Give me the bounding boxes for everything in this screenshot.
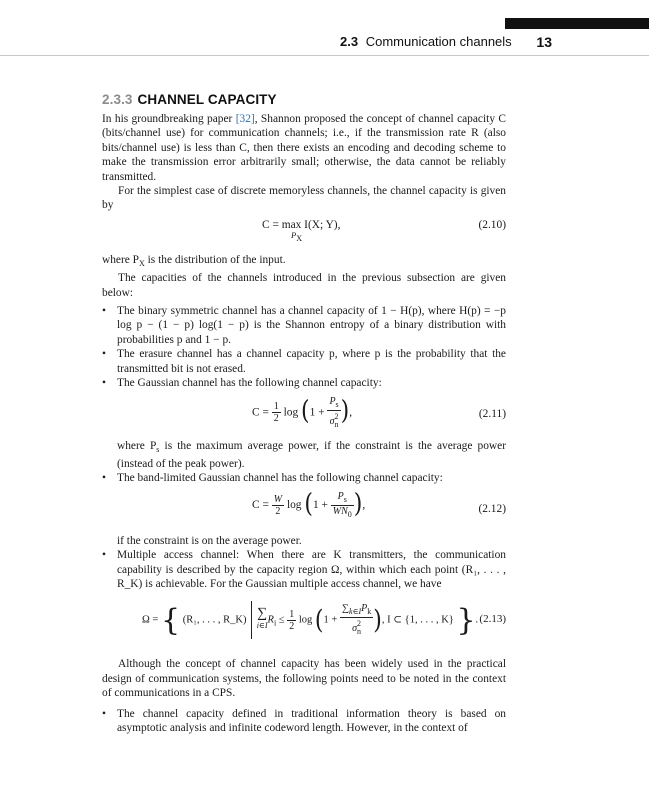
list-item: • The channel capacity defined in traditional information theory is based on asymptotic analysis and infinite codeword length. However, in the context of bbox=[102, 707, 506, 734]
bullet-5-text: Multiple access channel: When there are K transmitters, the communication capability is described by the capacity region Ω, within which each point (R₁, . . . , R_K) is achievable. For the Gaussian multiple access channel, we have bbox=[117, 549, 506, 590]
eq212-lhs: C = bbox=[252, 498, 269, 511]
list-item: • The band-limited Gaussian channel has the following channel capacity: C = $\frac{W}{2}$ log (1 + $\frac{P_s}{WN_0}$ ), (2.12) if the constraint is on the average power. bbox=[102, 472, 506, 547]
eq212-frac: $\frac{W}{2}$ bbox=[273, 493, 283, 517]
eq212-log: log bbox=[286, 498, 302, 511]
running-header bbox=[340, 34, 552, 49]
cps-notes-list bbox=[102, 707, 506, 736]
eq213-lhs: Ω = bbox=[142, 614, 159, 626]
after-eq212: if the constraint is on the average power. bbox=[117, 534, 302, 547]
list-item: • The binary symmetric channel has a channel capacity of 1 − H(p), where H(p) = −p log p − (1 − p) log(1 − p) is the Shannon entropy of a binary distribution with probabilities p and 1 − p. bbox=[102, 305, 506, 346]
paragraph-4: The capacities of the channels introduced in the previous subsection are given below: bbox=[102, 272, 506, 299]
eq210-lhs: C = max I(X; Y), bbox=[262, 218, 341, 231]
subsection-number: 2.3.3 bbox=[102, 92, 133, 107]
para3-sub: X bbox=[139, 258, 145, 268]
page-number: 13 bbox=[536, 34, 552, 50]
eq210-under: P bbox=[291, 229, 297, 240]
subsection-title: CHANNEL CAPACITY bbox=[137, 92, 277, 107]
para3-a: where P bbox=[102, 253, 140, 266]
paragraph-2: For the simplest case of discrete memoryless channels, the channel capacity is given by bbox=[102, 185, 506, 212]
subsection-heading bbox=[102, 92, 506, 107]
eq210-under-sub: X bbox=[296, 233, 302, 243]
list-item: • Multiple access channel: When there are K transmitters, the communication capability is described by the capacity region Ω, within which each point (R₁, . . . , R_K) is achievable. For the Gaussian multiple access channel, we have bbox=[102, 549, 506, 590]
paragraph-3 bbox=[102, 253, 506, 271]
paragraph-5: Although the concept of channel capacity has been widely used in the practical design of communication systems, the following points need to be noted in the context of communications in a CPS. bbox=[102, 658, 506, 700]
citation-link[interactable]: [32] bbox=[235, 113, 255, 125]
eq212-one: 1 + bbox=[312, 498, 328, 511]
bullet-1-text: The binary symmetric channel has a channel capacity of 1 − H(p), where H(p) = −p log p − (1 − p) log(1 − p) is the Shannon entropy of a binary distribution with probabilities p and 1 − p. bbox=[117, 305, 506, 346]
eq213-tuple: (R₁, . . . , R_K) bbox=[182, 614, 247, 626]
bullet-3-text: The Gaussian channel has the following channel capacity: bbox=[117, 377, 382, 390]
header-section-title: Communication channels bbox=[365, 34, 512, 49]
equation-2-11: C = $\frac{1}{2}$ log (1 + $\frac{P_s}{\sigma^2_n}$ ), (2.11) bbox=[252, 395, 506, 429]
list-item: • The erasure channel has a channel capacity p, where p is the probability that the transmitted bit is not erased. bbox=[102, 348, 506, 375]
eq211-frac: $\frac{1}{2}$ bbox=[273, 401, 279, 424]
eq211-lhs: C = bbox=[252, 406, 269, 419]
page-body bbox=[102, 92, 506, 735]
bullet-4-text: The band-limited Gaussian channel has the following channel capacity: bbox=[117, 472, 443, 485]
para3-b: is the distribution of the input. bbox=[144, 253, 286, 266]
equation-2-10 bbox=[102, 219, 506, 253]
eq211-number: (2.11) bbox=[478, 407, 506, 420]
para1-text-a: In his groundbreaking paper bbox=[102, 113, 236, 125]
header-bar bbox=[505, 18, 649, 29]
eq213-number: (2.13) bbox=[479, 613, 506, 626]
equation-2-13: Ω = { (R₁, . . . , R_K) ∑ i∈I $R_i$ ≤ $\frac{1}{2}$ log (1 + $\frac{\sum_{k\in I}P_k}{\sigma^2_n}$ ), I ⊂ {1, . . . , K} }. (2.13) bbox=[142, 602, 506, 638]
eq211-frac2: $\frac{P_s}{\sigma^2_n}$ bbox=[329, 395, 339, 429]
eq213-condition: , I ⊂ {1, . . . , K} bbox=[381, 614, 454, 626]
list-item: • The Gaussian channel has the following channel capacity: C = $\frac{1}{2}$ log (1 + $\frac{P_s}{\sigma^2_n}$ ), (2.11) where $P_s$ is the maximum average power, if the constraint is the average power (instead of the peak power). bbox=[102, 377, 506, 470]
eq211-log: log bbox=[283, 406, 299, 419]
eq212-frac2: $\frac{P_s}{WN_0}$ bbox=[332, 490, 352, 519]
header-rule bbox=[0, 55, 649, 56]
eq212-number: (2.12) bbox=[478, 502, 506, 515]
equation-2-12: C = $\frac{W}{2}$ log (1 + $\frac{P_s}{WN_0}$ ), (2.12) bbox=[252, 489, 506, 520]
after-eq211: where $P_s$ is the maximum average power, if the constraint is the average power (instead of the peak power). bbox=[117, 439, 506, 470]
bullet-last-text: The channel capacity defined in traditional information theory is based on asymptotic analysis and infinite codeword length. However, in the context of bbox=[117, 707, 506, 734]
header-section-number: 2.3 bbox=[340, 34, 359, 49]
para1-text-b: , Shannon proposed the concept of channel capacity C (bits/channel use) for communication channels; i.e., if the transmission rate R (also bits/channel use) is less than C, then there exists an encoding and decoding scheme to make the transmission error arbitrarily small; otherwise, the data cannot be reliably transmitted. bbox=[102, 113, 506, 183]
eq210-number: (2.10) bbox=[478, 218, 506, 231]
bullet-2-text: The erasure channel has a channel capacity p, where p is the probability that the transmitted bit is not erased. bbox=[117, 348, 506, 375]
eq211-one: 1 + bbox=[309, 406, 325, 419]
capacity-list bbox=[102, 304, 506, 591]
paragraph-1 bbox=[102, 112, 506, 184]
